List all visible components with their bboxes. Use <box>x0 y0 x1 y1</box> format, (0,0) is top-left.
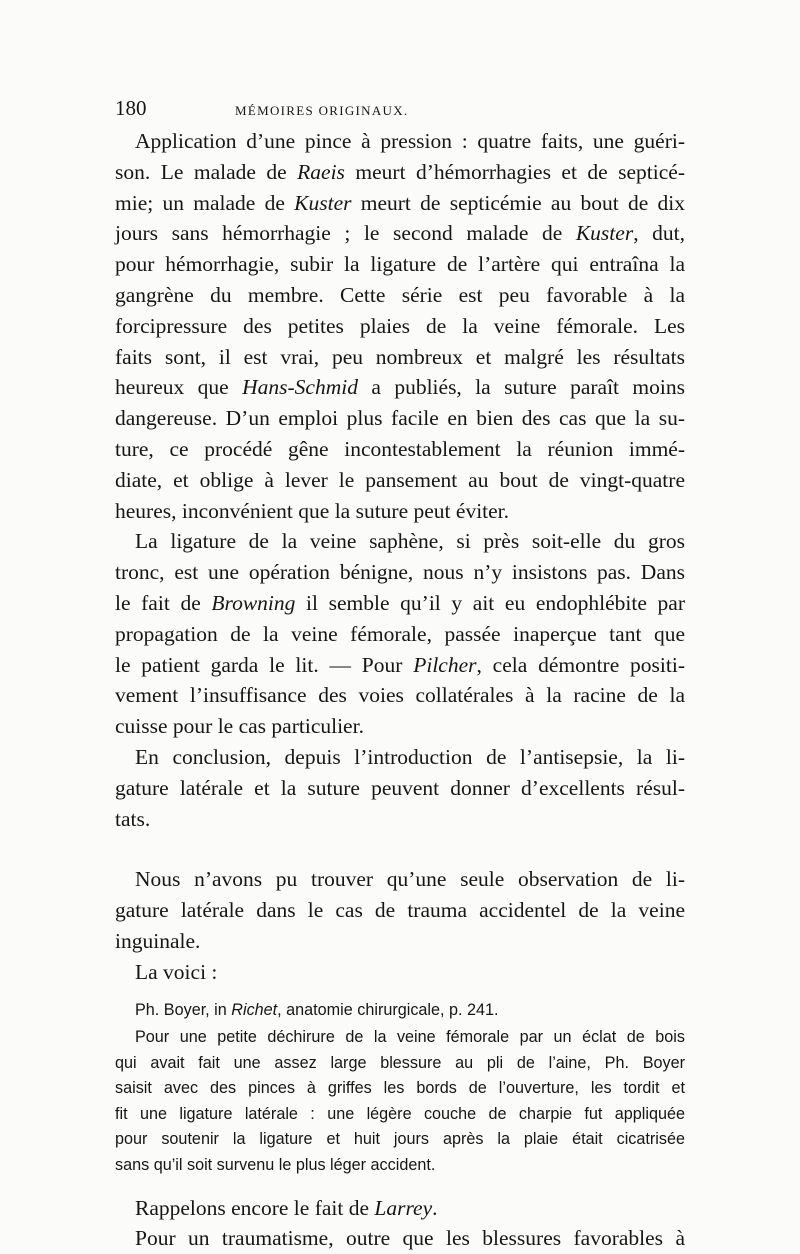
paragraph-conclusion <box>115 742 685 834</box>
observation-quote <box>115 1025 685 1179</box>
text-line: pour hémorrhagie, subir la ligature de l’artère qui entraîna la <box>115 252 685 277</box>
text-line: tats. <box>115 806 151 831</box>
text-line: forcipressure des petites plaies de la veine fémorale. Les <box>115 313 685 338</box>
text-line: Pour une petite déchirure de la veine fémorale par un éclat de bois <box>135 1028 685 1047</box>
text-line: fit une ligature latérale : une légère couche de charpie fut appliquée <box>115 1104 685 1123</box>
text-line: Pour un traumatisme, outre que les blessures favorables à <box>135 1226 685 1251</box>
paragraph-saphenous-ligature <box>115 526 685 742</box>
text-line: heureux que Hans-Schmid a publiés, la suture paraît moins <box>115 375 685 400</box>
text-line: ture, ce procédé gêne incontestablement la réunion immé- <box>115 436 685 461</box>
author-name: Hans-Schmid <box>242 375 358 400</box>
text-line: heures, inconvénient que la suture peut éviter. <box>115 498 510 523</box>
text-line: son. Le malade de Raeis meurt d’hémorrhagies et de septicé- <box>115 159 685 184</box>
page-header <box>115 96 685 126</box>
text-line: vement l’insuffisance des voies collatérales à la racine de la <box>115 683 685 708</box>
text-line: propagation de la veine fémorale, passée inaperçue tant que <box>115 621 685 646</box>
book-page <box>115 96 685 1254</box>
text-line: gangrène du membre. Cette série est peu favorable à la <box>115 282 685 307</box>
text-line: faits sont, il est vrai, peu nombreux et malgré les résultats <box>115 344 685 369</box>
text-line: Rappelons encore le fait de Larrey. <box>135 1195 438 1220</box>
citation <box>115 998 685 1024</box>
paragraph-traumatism <box>115 1223 685 1254</box>
author-name: Kuster <box>294 190 352 215</box>
text-line: tronc, est une opération bénigne, nous n’y insistons pas. Dans <box>115 560 685 585</box>
text-line: le fait de Browning il semble qu’il y ait eu endophlébite par <box>115 590 685 615</box>
text-line: sans qu’il soit survenu le plus léger accident. <box>115 1156 436 1175</box>
paragraph-larrey <box>115 1193 685 1224</box>
text-line: Ph. Boyer, in Richet, anatomie chirurgicale, p. 241. <box>135 1000 499 1019</box>
paragraph-observation-intro <box>115 864 685 956</box>
paragraph-gap <box>115 834 685 864</box>
text-line: qui avait fait une assez large blessure au pli de l’aine, Ph. Boyer <box>115 1053 685 1072</box>
paragraph-forcipressure <box>115 126 685 526</box>
author-name: Kuster <box>575 221 634 246</box>
text-line: saisit avec des pinces à griffes les bords de l’ouverture, les tordit et <box>115 1079 685 1098</box>
text-line: diate, et oblige à lever le pansement au bout de vingt-quatre <box>115 467 685 492</box>
text-line: Nous n’avons pu trouver qu’une seule observation de li- <box>135 867 685 892</box>
text-line: La voici : <box>135 959 218 984</box>
text-line: Application d’une pince à pression : quatre faits, une guéri- <box>135 129 685 153</box>
author-name: Pilcher <box>413 652 477 677</box>
paragraph-la-voici <box>115 957 685 988</box>
text-line: le patient garda le lit. — Pour Pilcher, cela démontre positi- <box>115 652 685 677</box>
text-line: cuisse pour le cas particulier. <box>115 714 364 739</box>
text-line: La ligature de la veine saphène, si près soit-elle du gros <box>135 529 685 554</box>
text-line: pour soutenir la ligature et huit jours après la plaie était cicatrisée <box>115 1130 685 1149</box>
text-line: jours sans hémorrhagie ; le second malade de Kuster, dut, <box>115 221 685 246</box>
text-line: inguinale. <box>115 928 201 953</box>
text-line: En conclusion, depuis l’introduction de l’antisepsie, la li- <box>135 744 685 769</box>
author-name: Raeis <box>297 159 345 184</box>
text-line: mie; un malade de Kuster meurt de septicémie au bout de dix <box>115 190 685 215</box>
text-line: dangereuse. D’un emploi plus facile en bien des cas que la su- <box>115 406 685 431</box>
running-title: MÉMOIRES ORIGINAUX. <box>235 103 409 118</box>
text-line: gature latérale dans le cas de trauma accidentel de la veine <box>115 898 685 923</box>
text-line: gature latérale et la suture peuvent donner d’excellents résul- <box>115 775 685 800</box>
page-number: 180 <box>115 96 147 120</box>
author-name: Richet <box>231 1000 278 1019</box>
author-name: Larrey <box>374 1195 433 1220</box>
author-name: Browning <box>211 590 296 615</box>
